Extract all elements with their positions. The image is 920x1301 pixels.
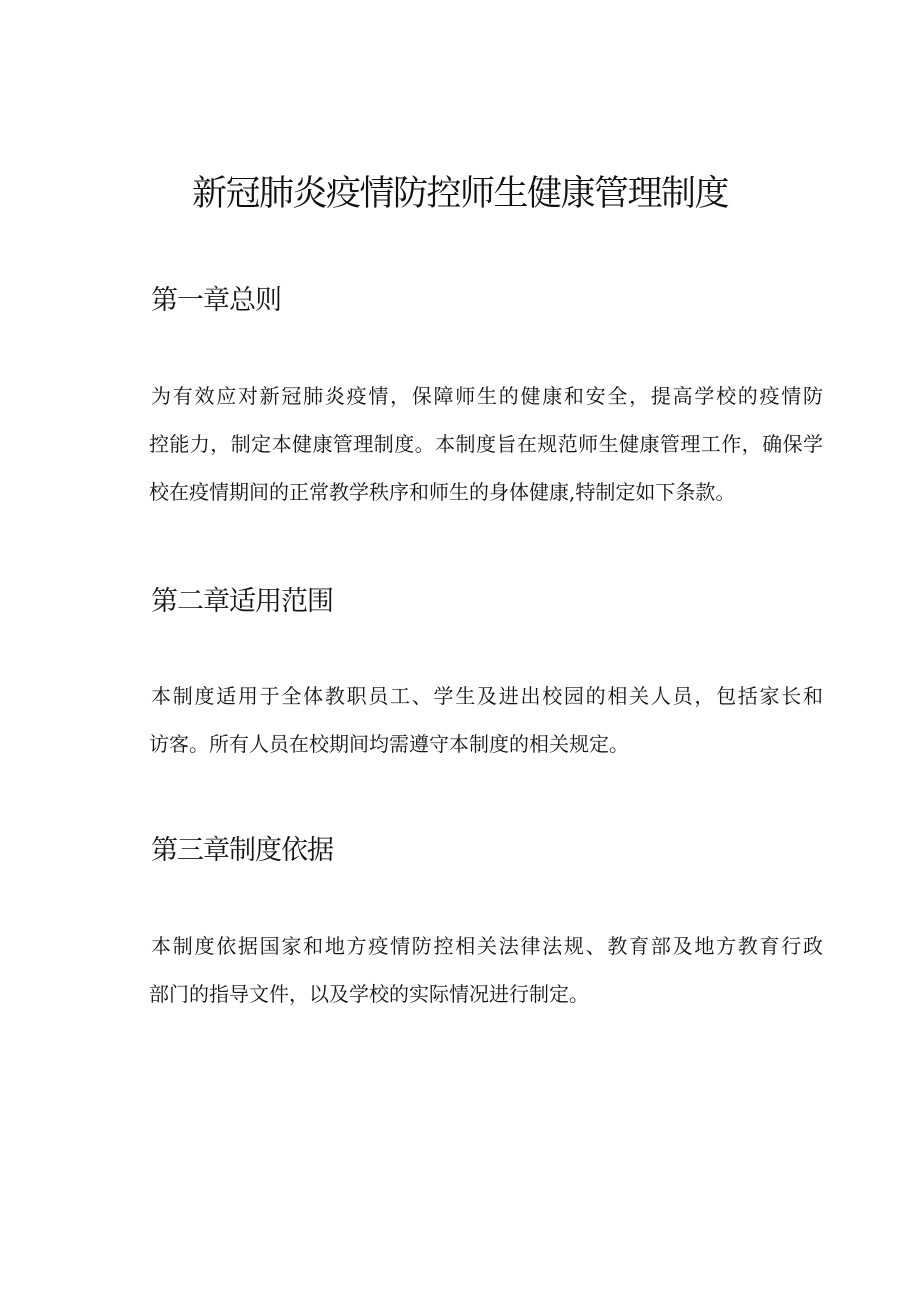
document-title: 新冠肺炎疫情防控师生健康管理制度 bbox=[191, 174, 728, 214]
paragraph-line: 校在疫情期间的正常教学秩序和师生的身体健康,特制定如下条款。 bbox=[149, 480, 736, 504]
paragraph-line: 本制度适用于全体教职员工、学生及进出校园的相关人员，包括家长和 bbox=[151, 684, 823, 708]
chapter-heading-3: 第三章制度依据 bbox=[151, 835, 333, 866]
paragraph-line: 部门的指导文件，以及学校的实际情况进行制定。 bbox=[149, 982, 589, 1006]
chapter-heading-1: 第一章总则 bbox=[151, 285, 281, 316]
chapter-1-paragraph bbox=[151, 372, 823, 516]
chapter-2-paragraph bbox=[151, 672, 823, 768]
paragraph-line: 访客。所有人员在校期间均需遵守本制度的相关规定。 bbox=[149, 732, 629, 756]
chapter-heading-2: 第二章适用范围 bbox=[151, 586, 333, 617]
chapter-3-paragraph bbox=[151, 922, 823, 1018]
paragraph-line: 本制度依据国家和地方疫情防控相关法律法规、教育部及地方教育行政 bbox=[151, 934, 823, 958]
paragraph-line: 控能力，制定本健康管理制度。本制度旨在规范师生健康管理工作，确保学 bbox=[149, 432, 823, 456]
paragraph-line: 为有效应对新冠肺炎疫情，保障师生的健康和安全，提高学校的疫情防 bbox=[151, 384, 823, 408]
